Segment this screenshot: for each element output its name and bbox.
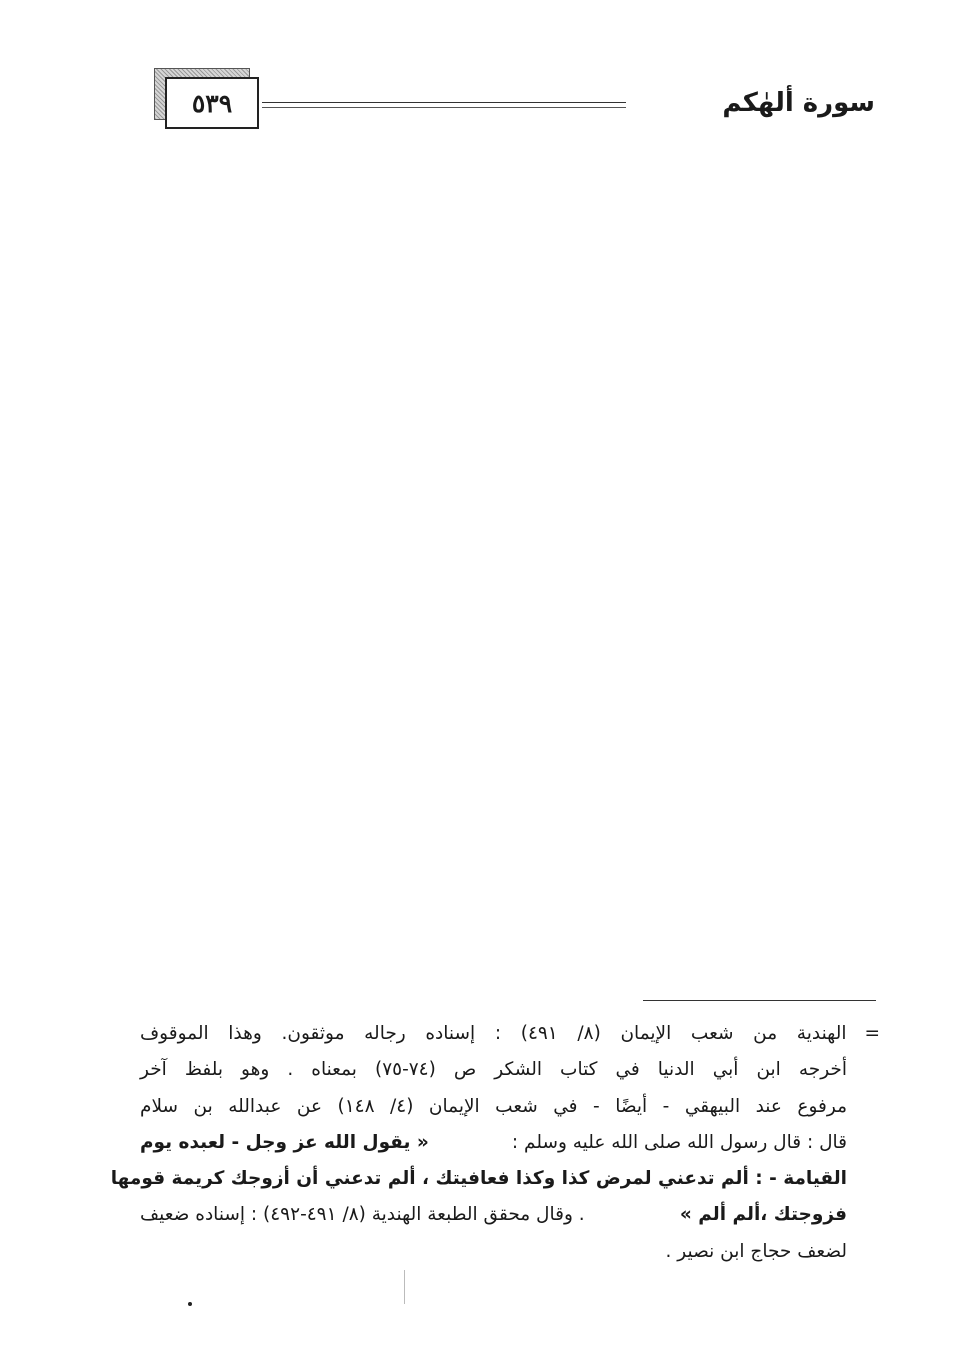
footnote-text: قال : قال رسول الله صلى الله عليه وسلم :	[511, 1131, 847, 1153]
footnote-line	[140, 1052, 880, 1088]
footnote-separator	[643, 1000, 876, 1001]
footnote-continuation-marker: =	[864, 1023, 880, 1044]
page-number: ٥٣٩	[165, 77, 259, 129]
footnote-text: الهندية من شعب الإيمان (٨/ ٤٩١) : إسناده رجاله موثقون. وهذا الموقوف	[140, 1023, 847, 1044]
footnote-text: أخرجه ابن أبي الدنيا في كتاب الشكر ص (٧٤-٧٥) بمعناه . وهو بلفظ آخر	[140, 1059, 847, 1081]
hadith-text: القيامة - : ألم تدعني لمرض كذا وكذا فعافيتك ، ألم تدعني أن أزوجك كريمة قومها	[110, 1168, 847, 1190]
footnote-line	[140, 1016, 880, 1052]
footnote-text: مرفوع عند البيهقي - أيضًا - في شعب الإيمان (٤/ ١٤٨) عن عبدالله بن سلام	[140, 1095, 847, 1117]
footnote-text: . وقال محقق الطبعة الهندية (٨/ ٤٩١-٤٩٢) : إسناده ضعيف	[140, 1204, 585, 1226]
footnote-line	[140, 1125, 880, 1161]
footnote-line	[140, 1089, 880, 1125]
footnote-text: لضعف حجاج ابن نصير .	[665, 1240, 847, 1262]
scan-artifact	[404, 1270, 405, 1304]
header-rule	[262, 102, 626, 103]
footnote-line	[140, 1197, 880, 1233]
footnote-line	[140, 1234, 880, 1270]
footnote-line	[110, 1161, 880, 1197]
header-rule-secondary	[262, 107, 626, 108]
hadith-text: فزوجتك ،ألم ألم »	[679, 1204, 847, 1226]
hadith-text: « يقول الله عز وجل - لعبده يوم	[140, 1131, 429, 1153]
footnote	[110, 1016, 880, 1270]
surah-title: سورة ألهٰكم	[722, 88, 875, 118]
scan-speck	[188, 1302, 192, 1306]
